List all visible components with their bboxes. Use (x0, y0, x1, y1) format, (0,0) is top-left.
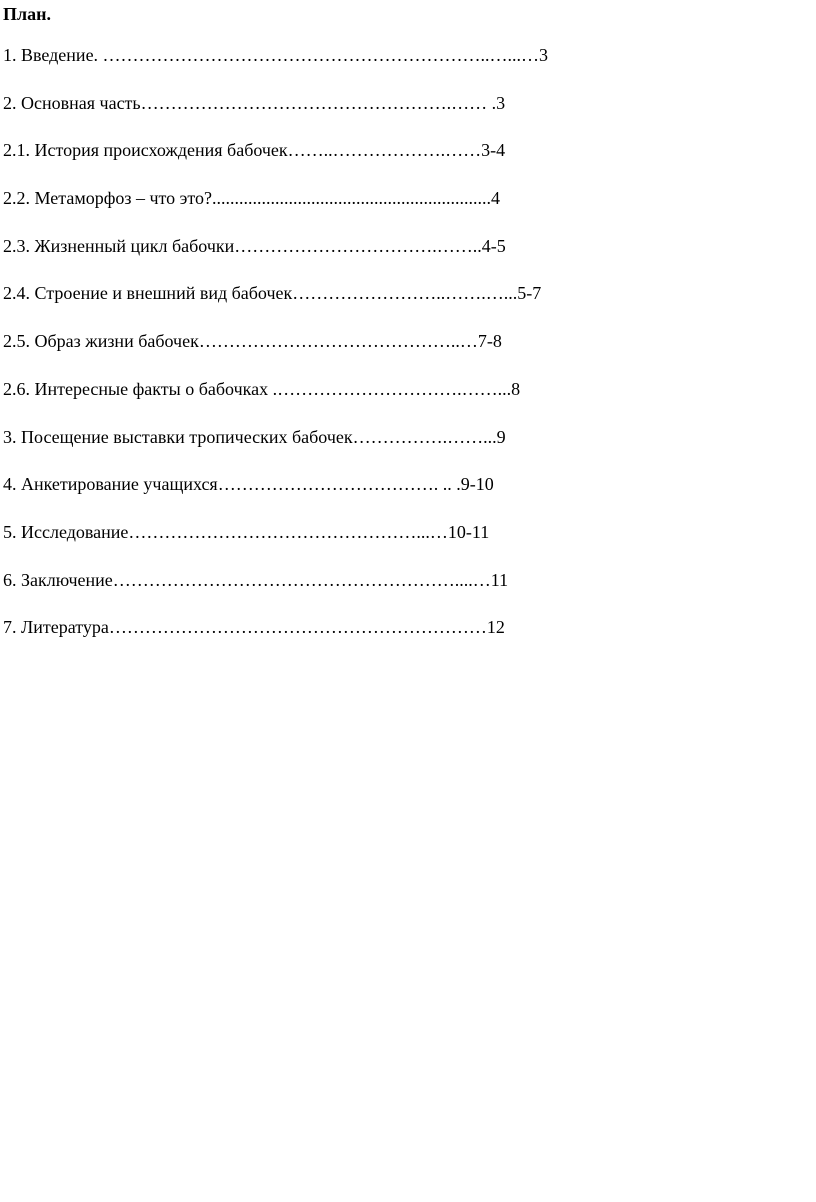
toc-item-metamorphosis: 2.2. Метаморфоз – что это?..............................................................4 (3, 188, 501, 209)
table-of-contents (3, 44, 603, 664)
toc-item-life-cycle: 2.3. Жизненный цикл бабочки…………………………….……..4-5 (3, 235, 506, 256)
toc-item-lifestyle: 2.5. Образ жизни бабочек……………………………………..…7-8 (3, 331, 502, 352)
toc-item-survey: 4. Анкетирование учащихся………………………………. .. .9-10 (3, 474, 494, 495)
toc-item-conclusion: 6. Заключение…………………………………………………....…11 (3, 569, 509, 590)
toc-item-interesting-facts: 2.6. Интересные факты о бабочках .………………………….……...8 (3, 378, 521, 399)
toc-item-exhibition-visit: 3. Посещение выставки тропических бабочек…………….……...9 (3, 426, 506, 447)
toc-item-main-part: 2. Основная часть…………………………………………….…… .3 (3, 92, 506, 113)
toc-item-research: 5. Исследование…………………………………………...…10-11 (3, 521, 490, 542)
plan-title: План. (3, 4, 51, 24)
toc-item-origin-history: 2.1. История происхождения бабочек……..……………….……3-4 (3, 140, 506, 161)
toc-item-literature: 7. Литература………………………………………………………12 (3, 617, 505, 638)
toc-item-structure: 2.4. Строение и внешний вид бабочек……………………..…….…...5-7 (3, 283, 542, 304)
toc-item-introduction: 1. Введение. ………………………………………………………..…...…3 (3, 45, 549, 65)
